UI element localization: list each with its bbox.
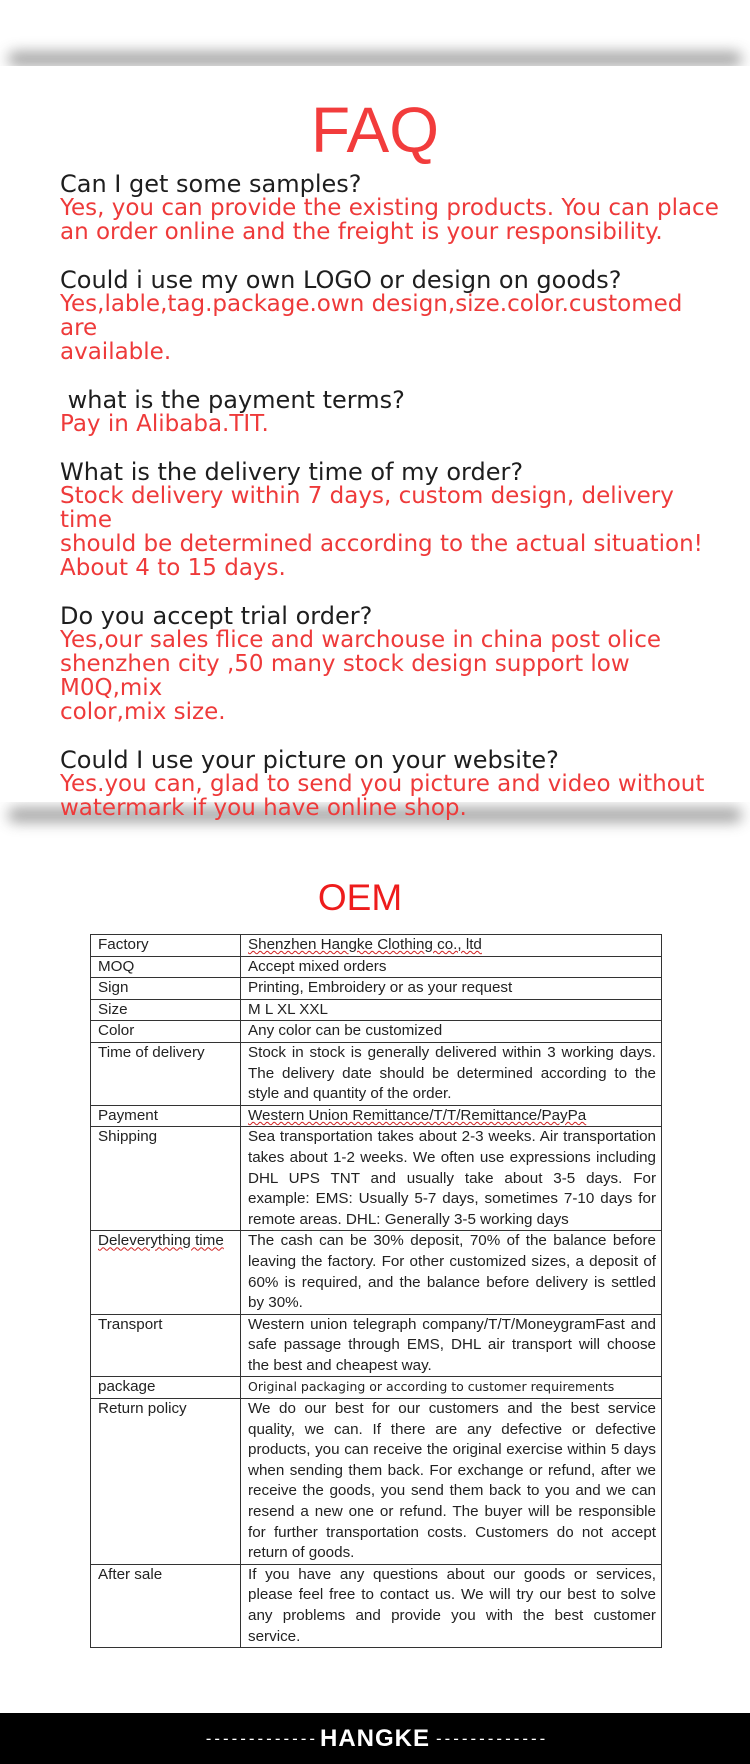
table-row [91, 1042, 662, 1105]
table-row [91, 1021, 662, 1043]
oem-table [90, 934, 662, 1648]
row-key: Payment [91, 1105, 241, 1127]
row-key: MOQ [91, 956, 241, 978]
table-row [91, 1314, 662, 1377]
row-key [91, 1231, 241, 1314]
row-value: Western union telegraph company/T/T/MoneygramFast and safe passage through EMS, DHL air transport will choose the best and cheapest way. [241, 1314, 662, 1377]
delivery-time-key: Deleverything time [98, 1232, 224, 1250]
faq-item [60, 268, 720, 364]
faq-list [60, 172, 720, 844]
row-value: We do our best for our customers and the best service quality, we can. If there are any defective or defective products, you can receive the original exercise within 5 days when sending them back. For exchange or refund, after we receive the goods, you send them back to you and we can resend a new one or refund. The buyer will be responsible for further transportation costs. Customers do not accept return of goods. [241, 1399, 662, 1565]
table-row [91, 978, 662, 1000]
faq-item [60, 748, 720, 820]
row-value: Sea transportation takes about 2-3 weeks. Air transportation takes about 1-2 weeks. We often use expressions including DHL UPS TNT and usually take about 3-5 days. For example: EMS: Usually 5-7 days, sometimes 7-10 days for remote areas. DHL: Generally 3-5 working days [241, 1127, 662, 1231]
faq-question: what is the payment terms? [60, 386, 405, 414]
payment-value: Western Union Remittance/T/T/Remittance/PayPa [248, 1106, 587, 1124]
row-value [241, 1105, 662, 1127]
row-key: Transport [91, 1314, 241, 1377]
faq-answer: Yes.you can, glad to send you picture and video without watermark if you have online shop. [60, 771, 705, 821]
row-value [241, 935, 662, 957]
table-row [91, 1564, 662, 1647]
faq-question: Can I get some samples? [60, 170, 362, 198]
row-key: package [91, 1377, 241, 1399]
factory-value: Shenzhen Hangke Clothing co., ltd [248, 936, 482, 953]
faq-answer: Stock delivery within 7 days, custom design, delivery time should be determined according to the actual situation! About 4 to 15 days. [60, 483, 703, 581]
row-key: Size [91, 999, 241, 1021]
footer-dashes-left: ------------- [203, 1729, 316, 1748]
faq-question: Could i use my own LOGO or design on goods? [60, 266, 622, 294]
row-key: Time of delivery [91, 1042, 241, 1105]
row-key: Return policy [91, 1399, 241, 1565]
faq-item [60, 460, 720, 580]
footer-brand: HANGKE [319, 1724, 430, 1752]
row-value: Stock in stock is generally delivered within 3 working days. The delivery date should be determined according to the style and quantity of the order. [241, 1042, 662, 1105]
footer-dashes-right: ------------- [434, 1729, 547, 1748]
faq-question: Do you accept trial order? [60, 602, 373, 630]
table-row [91, 999, 662, 1021]
faq-item [60, 388, 720, 436]
faq-answer: Pay in Alibaba.TIT. [60, 411, 269, 437]
row-key: Color [91, 1021, 241, 1043]
table-row [91, 956, 662, 978]
faq-item [60, 172, 720, 244]
row-value: Accept mixed orders [241, 956, 662, 978]
table-row [91, 1399, 662, 1565]
row-value: M L XL XXL [241, 999, 662, 1021]
table-row [91, 935, 662, 957]
faq-item [60, 604, 720, 724]
row-key: After sale [91, 1564, 241, 1647]
row-value: Original packaging or according to customer requirements [241, 1377, 662, 1399]
row-value: Printing, Embroidery or as your request [241, 978, 662, 1000]
table-row [91, 1127, 662, 1231]
oem-title: OEM [317, 877, 403, 918]
faq-answer: Yes, you can provide the existing products. You can place an order online and the freight is your responsibility. [60, 195, 719, 245]
faq-question: Could I use your picture on your website? [60, 746, 559, 774]
faq-top-shadow [8, 52, 742, 66]
row-value: Any color can be customized [241, 1021, 662, 1043]
table-row [91, 1105, 662, 1127]
faq-card [0, 66, 750, 821]
faq-question: What is the delivery time of my order? [60, 458, 524, 486]
table-row [91, 1377, 662, 1399]
faq-answer: Yes,lable,tag.package.own design,size.color.customed are available. [60, 291, 683, 365]
row-key: Shipping [91, 1127, 241, 1231]
faq-answer: Yes,our sales flice and warchouse in china post olice shenzhen city ,50 many stock design support low M0Q,mix color,mix size. [60, 627, 662, 725]
row-value: If you have any questions about our goods or services, please feel free to contact us. We will try our best to solve any problems and provide you with the best customer service. [241, 1564, 662, 1647]
faq-title: FAQ [310, 94, 440, 166]
row-value: The cash can be 30% deposit, 70% of the balance before leaving the factory. For other customized sizes, a deposit of 60% is required, and the balance before delivery is settled by 30%. [241, 1231, 662, 1314]
table-row [91, 1231, 662, 1314]
footer-bar [0, 1713, 750, 1764]
row-key: Sign [91, 978, 241, 1000]
row-key: Factory [91, 935, 241, 957]
